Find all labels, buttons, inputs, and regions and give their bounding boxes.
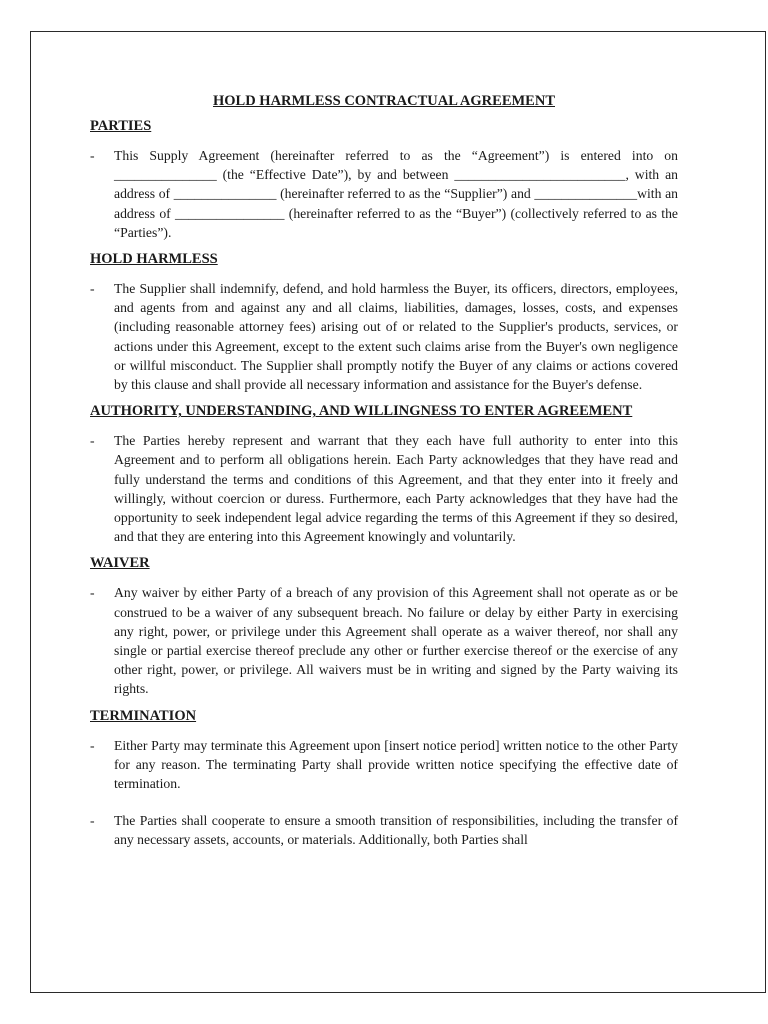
paragraph-text: The Supplier shall indemnify, defend, and hold harmless the Buyer, its officers, directors, employees, and agents from and against any and all claims, liabilities, damages, losses, costs, and expenses (including reasonable attorney fees) arising out of or related to the Supplier's products, services, or actions under this Agreement, except to the extent such claims arise from the Buyer's own negligence or willful misconduct. The Supplier shall promptly notify the Buyer of any claims or actions covered by this clause and shall provide all necessary information and assistance for the Buyer's defense. <box>114 281 678 393</box>
paragraph-hold-harmless <box>90 279 678 394</box>
bullet-marker: - <box>90 433 95 449</box>
paragraph-text: This Supply Agreement (hereinafter referred to as the “Agreement”) is entered into on _______________ (the “Effective Date”), by and between _________________________, with an address of _______________ (hereinafter referred to as the “Supplier”) and _______________with an address of ________________ (hereinafter referred to as the “Buyer”) (collectively referred to as the “Parties”). <box>114 148 678 240</box>
bullet-marker: - <box>90 148 95 163</box>
paragraph-text: The Parties hereby represent and warrant that they each have full authority to enter into this Agreement and to perform all obligations herein. Each Party acknowledges that they have read and fully understand the terms and conditions of this Agreement, and that they enter into it freely and willingly, without coercion or duress. Furthermore, each Party acknowledges that they have had the opportunity to seek independent legal advice regarding the terms of this Agreement if they so desired, and that they are entering into this Agreement knowingly and voluntarily. <box>114 433 678 545</box>
bullet-marker: - <box>90 737 95 753</box>
bullet-marker: - <box>90 813 95 829</box>
paragraph-text: The Parties shall cooperate to ensure a smooth transition of responsibilities, including the transfer of any necessary assets, accounts, or materials. Additionally, both Parties shall <box>114 813 678 848</box>
section-heading-authority: AUTHORITY, UNDERSTANDING, AND WILLINGNESS TO ENTER AGREEMENT <box>90 403 633 420</box>
paragraph-text: Any waiver by either Party of a breach of any provision of this Agreement shall not operate as or be construed to be a waiver of any subsequent breach. No failure or delay by either Party in exercising any right, power, or privilege under this Agreement shall operate as a waiver thereof, nor shall any single or partial exercise thereof preclude any other or further exercise thereof or the exercise of any other right, power, or privilege. All waivers must be in writing and signed by the Party waiving its rights. <box>114 585 678 697</box>
document-title: HOLD HARMLESS CONTRACTUAL AGREEMENT <box>212 93 555 109</box>
paragraph-text: Either Party may terminate this Agreement upon [insert notice period] written notice to the other Party for any reason. The terminating Party shall provide written notice specifying the effective date of termination. <box>114 737 678 792</box>
paragraph-authority <box>90 431 678 546</box>
section-heading-waiver: WAIVER <box>90 555 150 572</box>
bullet-marker: - <box>90 281 95 297</box>
paragraph-termination-notice <box>90 736 678 794</box>
section-heading-parties: PARTIES <box>90 118 152 134</box>
document-page <box>30 31 766 993</box>
paragraph-termination-transition <box>90 811 678 849</box>
paragraph-waiver <box>90 583 678 698</box>
document-content <box>90 92 678 858</box>
section-heading-hold-harmless: HOLD HARMLESS <box>90 251 218 268</box>
section-heading-termination: TERMINATION <box>90 707 197 724</box>
bullet-marker: - <box>90 585 95 601</box>
paragraph-parties <box>90 146 678 242</box>
